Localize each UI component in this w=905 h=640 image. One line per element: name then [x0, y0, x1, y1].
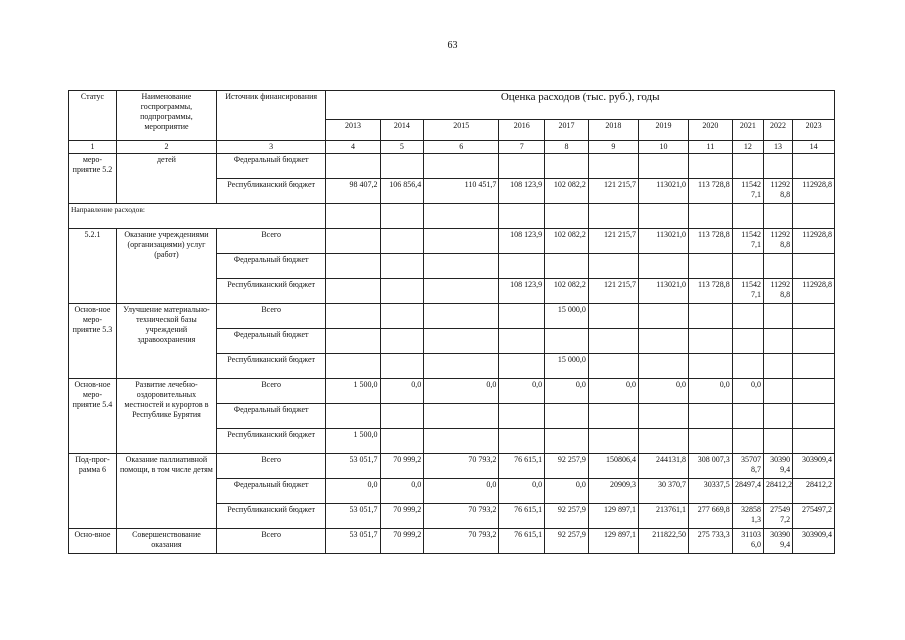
value-cell — [763, 154, 792, 179]
value-cell: 98 407,2 — [326, 179, 380, 204]
value-cell — [793, 379, 835, 404]
column-number: 4 — [326, 141, 380, 154]
source-cell: Республиканский бюджет — [216, 429, 325, 454]
value-cell — [688, 204, 732, 229]
source-cell: Всего — [216, 379, 325, 404]
column-number-row — [69, 141, 835, 154]
value-cell: 70 999,2 — [380, 454, 424, 479]
value-cell — [380, 329, 424, 354]
value-cell: 92 257,9 — [545, 529, 589, 554]
source-cell: Республиканский бюджет — [216, 504, 325, 529]
value-cell: 11292 8,8 — [763, 279, 792, 304]
header-estimate: Оценка расходов (тыс. руб.), годы — [326, 91, 835, 120]
column-number: 9 — [588, 141, 638, 154]
value-cell — [424, 154, 499, 179]
value-cell: 213761,1 — [638, 504, 688, 529]
value-cell — [424, 229, 499, 254]
value-cell: 92 257,9 — [545, 504, 589, 529]
header-year: 2021 — [732, 120, 763, 141]
source-cell: Республиканский бюджет — [216, 279, 325, 304]
value-cell — [793, 304, 835, 329]
value-cell — [688, 404, 732, 429]
value-cell — [732, 429, 763, 454]
source-cell: Республиканский бюджет — [216, 354, 325, 379]
value-cell: 30 370,7 — [638, 479, 688, 504]
value-cell: 53 051,7 — [326, 504, 380, 529]
header-status: Статус — [69, 91, 117, 141]
value-cell — [380, 204, 424, 229]
value-cell — [424, 429, 499, 454]
value-cell: 102 082,2 — [545, 179, 589, 204]
value-cell — [424, 329, 499, 354]
value-cell: 76 615,1 — [499, 529, 545, 554]
value-cell — [326, 154, 380, 179]
value-cell: 112928,8 — [793, 279, 835, 304]
value-cell — [763, 404, 792, 429]
direction-label: Направление расходов: — [69, 204, 326, 229]
value-cell — [588, 154, 638, 179]
value-cell: 15 000,0 — [545, 304, 589, 329]
value-cell — [793, 404, 835, 429]
value-cell: 76 615,1 — [499, 454, 545, 479]
source-cell: Республиканский бюджет — [216, 179, 325, 204]
header-year: 2014 — [380, 120, 424, 141]
value-cell — [545, 329, 589, 354]
value-cell: 277 669,8 — [688, 504, 732, 529]
value-cell: 0,0 — [499, 479, 545, 504]
value-cell — [326, 229, 380, 254]
value-cell — [688, 254, 732, 279]
table-row — [69, 229, 835, 254]
value-cell — [380, 429, 424, 454]
value-cell — [326, 279, 380, 304]
status-cell: Основ-ное меро-приятие 5.3 — [69, 304, 117, 379]
value-cell — [732, 204, 763, 229]
value-cell — [688, 329, 732, 354]
value-cell: 275 733,3 — [688, 529, 732, 554]
header-year: 2017 — [545, 120, 589, 141]
value-cell: 303909,4 — [793, 529, 835, 554]
value-cell — [763, 354, 792, 379]
value-cell: 70 793,2 — [424, 529, 499, 554]
value-cell: 244131,8 — [638, 454, 688, 479]
value-cell: 0,0 — [688, 379, 732, 404]
value-cell — [763, 254, 792, 279]
status-cell: Под-прог-рамма 6 — [69, 454, 117, 529]
value-cell — [588, 329, 638, 354]
value-cell — [732, 329, 763, 354]
value-cell: 113 728,8 — [688, 279, 732, 304]
column-number: 7 — [499, 141, 545, 154]
value-cell — [688, 304, 732, 329]
column-number: 1 — [69, 141, 117, 154]
value-cell — [380, 304, 424, 329]
value-cell — [424, 279, 499, 304]
header-year: 2018 — [588, 120, 638, 141]
value-cell — [793, 204, 835, 229]
value-cell — [380, 229, 424, 254]
value-cell: 92 257,9 — [545, 454, 589, 479]
column-number: 8 — [545, 141, 589, 154]
value-cell — [793, 429, 835, 454]
name-cell: Улучшение материально-технической базы учреждений здравоохранения — [116, 304, 216, 379]
value-cell: 121 215,7 — [588, 279, 638, 304]
name-cell: Оказание учреждениями (организациями) услуг (работ) — [116, 229, 216, 304]
source-cell: Федеральный бюджет — [216, 154, 325, 179]
value-cell: 113021,0 — [638, 229, 688, 254]
value-cell — [326, 304, 380, 329]
value-cell — [424, 304, 499, 329]
value-cell: 11542 7,1 — [732, 229, 763, 254]
value-cell — [326, 329, 380, 354]
value-cell — [499, 329, 545, 354]
column-number: 3 — [216, 141, 325, 154]
header-source: Источник финансирования — [216, 91, 325, 141]
budget-table — [68, 90, 835, 554]
value-cell: 0,0 — [380, 379, 424, 404]
value-cell: 70 999,2 — [380, 529, 424, 554]
value-cell: 31103 6,0 — [732, 529, 763, 554]
source-cell: Федеральный бюджет — [216, 404, 325, 429]
value-cell: 0,0 — [588, 379, 638, 404]
value-cell — [380, 279, 424, 304]
value-cell — [638, 254, 688, 279]
value-cell — [380, 354, 424, 379]
value-cell — [499, 304, 545, 329]
column-number: 11 — [688, 141, 732, 154]
value-cell: 11542 7,1 — [732, 279, 763, 304]
page-number: 63 — [447, 40, 458, 51]
status-cell: 5.2.1 — [69, 229, 117, 304]
value-cell: 30390 9,4 — [763, 529, 792, 554]
value-cell: 303909,4 — [793, 454, 835, 479]
value-cell — [588, 204, 638, 229]
value-cell — [545, 204, 589, 229]
value-cell — [638, 204, 688, 229]
source-cell: Федеральный бюджет — [216, 254, 325, 279]
status-cell: Основ-ное меро-приятие 5.4 — [69, 379, 117, 454]
value-cell — [763, 304, 792, 329]
value-cell — [545, 254, 589, 279]
source-cell: Всего — [216, 454, 325, 479]
value-cell — [424, 204, 499, 229]
value-cell — [326, 204, 380, 229]
value-cell: 70 793,2 — [424, 454, 499, 479]
value-cell: 0,0 — [424, 379, 499, 404]
value-cell — [424, 354, 499, 379]
value-cell: 0,0 — [424, 479, 499, 504]
value-cell: 0,0 — [732, 379, 763, 404]
value-cell — [688, 429, 732, 454]
header-year: 2015 — [424, 120, 499, 141]
value-cell — [732, 354, 763, 379]
value-cell: 108 123,9 — [499, 229, 545, 254]
value-cell: 53 051,7 — [326, 454, 380, 479]
value-cell — [588, 404, 638, 429]
value-cell — [763, 329, 792, 354]
value-cell: 1 500,0 — [326, 379, 380, 404]
value-cell: 20909,3 — [588, 479, 638, 504]
value-cell — [638, 154, 688, 179]
value-cell — [499, 429, 545, 454]
value-cell — [588, 254, 638, 279]
value-cell — [688, 154, 732, 179]
table-row — [69, 454, 835, 479]
value-cell — [638, 304, 688, 329]
status-cell: Осно-вное — [69, 529, 117, 554]
value-cell: 211822,50 — [638, 529, 688, 554]
value-cell — [638, 429, 688, 454]
value-cell: 121 215,7 — [588, 229, 638, 254]
value-cell: 11542 7,1 — [732, 179, 763, 204]
status-cell: меро-приятие 5.2 — [69, 154, 117, 204]
value-cell: 113021,0 — [638, 279, 688, 304]
value-cell: 76 615,1 — [499, 504, 545, 529]
value-cell: 113 728,8 — [688, 229, 732, 254]
value-cell — [545, 404, 589, 429]
column-number: 10 — [638, 141, 688, 154]
value-cell: 112928,8 — [793, 179, 835, 204]
value-cell: 27549 7,2 — [763, 504, 792, 529]
value-cell — [545, 429, 589, 454]
value-cell: 121 215,7 — [588, 179, 638, 204]
value-cell: 35707 8,7 — [732, 454, 763, 479]
value-cell: 70 999,2 — [380, 504, 424, 529]
value-cell: 28412,2 — [763, 479, 792, 504]
value-cell: 108 123,9 — [499, 179, 545, 204]
value-cell — [688, 354, 732, 379]
value-cell: 0,0 — [638, 379, 688, 404]
column-number: 12 — [732, 141, 763, 154]
value-cell — [424, 404, 499, 429]
value-cell — [380, 404, 424, 429]
value-cell — [588, 304, 638, 329]
value-cell — [793, 154, 835, 179]
source-cell: Всего — [216, 529, 325, 554]
header-year: 2019 — [638, 120, 688, 141]
value-cell — [763, 429, 792, 454]
value-cell: 110 451,7 — [424, 179, 499, 204]
column-number: 2 — [116, 141, 216, 154]
value-cell: 150806,4 — [588, 454, 638, 479]
value-cell: 28412,2 — [793, 479, 835, 504]
direction-row — [69, 204, 835, 229]
value-cell: 113 728,8 — [688, 179, 732, 204]
value-cell — [380, 254, 424, 279]
value-cell — [793, 354, 835, 379]
value-cell — [499, 254, 545, 279]
value-cell: 0,0 — [326, 479, 380, 504]
value-cell: 30337,5 — [688, 479, 732, 504]
value-cell: 15 000,0 — [545, 354, 589, 379]
value-cell: 0,0 — [380, 479, 424, 504]
value-cell — [793, 254, 835, 279]
value-cell — [424, 254, 499, 279]
value-cell: 102 082,2 — [545, 279, 589, 304]
column-number: 14 — [793, 141, 835, 154]
value-cell: 11292 8,8 — [763, 229, 792, 254]
value-cell: 30390 9,4 — [763, 454, 792, 479]
value-cell — [732, 304, 763, 329]
header-year: 2020 — [688, 120, 732, 141]
header-year: 2023 — [793, 120, 835, 141]
value-cell: 102 082,2 — [545, 229, 589, 254]
value-cell — [763, 204, 792, 229]
value-cell — [638, 404, 688, 429]
value-cell — [638, 354, 688, 379]
value-cell — [732, 254, 763, 279]
value-cell — [499, 154, 545, 179]
value-cell: 129 897,1 — [588, 529, 638, 554]
value-cell: 113021,0 — [638, 179, 688, 204]
name-cell: Совершенствование оказания — [116, 529, 216, 554]
value-cell: 0,0 — [545, 379, 589, 404]
value-cell — [732, 154, 763, 179]
value-cell: 11292 8,8 — [763, 179, 792, 204]
header-row — [69, 91, 835, 120]
value-cell: 32858 1,3 — [732, 504, 763, 529]
name-cell: детей — [116, 154, 216, 204]
value-cell — [793, 329, 835, 354]
table-row — [69, 379, 835, 404]
header-year: 2013 — [326, 120, 380, 141]
value-cell: 1 500,0 — [326, 429, 380, 454]
source-cell: Всего — [216, 304, 325, 329]
source-cell: Федеральный бюджет — [216, 329, 325, 354]
name-cell: Развитие лечебно-оздоровительных местностей и курортов в Республике Бурятия — [116, 379, 216, 454]
value-cell: 0,0 — [545, 479, 589, 504]
value-cell — [638, 329, 688, 354]
value-cell — [380, 154, 424, 179]
header-name: Наименование госпрограммы, подпрограммы, мероприятие — [116, 91, 216, 141]
table-row — [69, 154, 835, 179]
value-cell: 108 123,9 — [499, 279, 545, 304]
column-number: 13 — [763, 141, 792, 154]
header-year: 2016 — [499, 120, 545, 141]
value-cell: 28497,4 — [732, 479, 763, 504]
value-cell: 106 856,4 — [380, 179, 424, 204]
value-cell: 53 051,7 — [326, 529, 380, 554]
value-cell — [763, 379, 792, 404]
value-cell — [499, 404, 545, 429]
column-number: 5 — [380, 141, 424, 154]
value-cell: 129 897,1 — [588, 504, 638, 529]
value-cell: 112928,8 — [793, 229, 835, 254]
source-cell: Федеральный бюджет — [216, 479, 325, 504]
value-cell — [326, 404, 380, 429]
value-cell: 70 793,2 — [424, 504, 499, 529]
header-year: 2022 — [763, 120, 792, 141]
value-cell — [588, 354, 638, 379]
value-cell — [732, 404, 763, 429]
value-cell — [588, 429, 638, 454]
table-row — [69, 529, 835, 554]
table-row — [69, 304, 835, 329]
value-cell — [499, 354, 545, 379]
value-cell: 0,0 — [499, 379, 545, 404]
value-cell — [326, 254, 380, 279]
value-cell — [499, 204, 545, 229]
source-cell: Всего — [216, 229, 325, 254]
value-cell: 308 007,3 — [688, 454, 732, 479]
value-cell — [545, 154, 589, 179]
value-cell: 275497,2 — [793, 504, 835, 529]
value-cell — [326, 354, 380, 379]
name-cell: Оказание паллиативной помощи, в том числе детям — [116, 454, 216, 529]
column-number: 6 — [424, 141, 499, 154]
